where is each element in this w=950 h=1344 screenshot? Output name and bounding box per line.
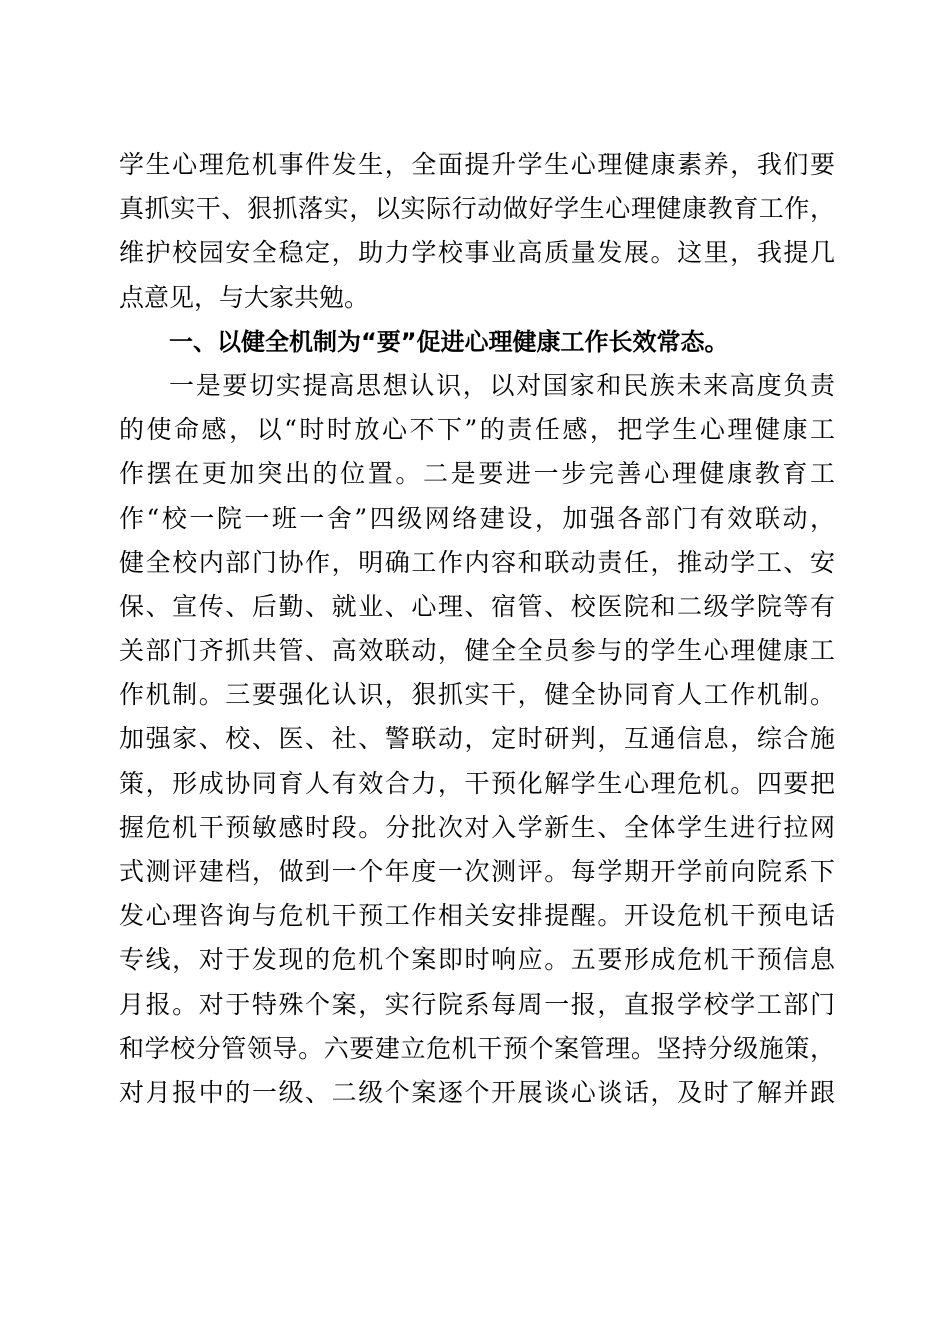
intro-line: 点意见，与大家共勉。 <box>119 282 370 312</box>
document-body <box>119 143 835 1115</box>
intro-line: 维护校园安全稳定，助力学校事业高质量发展。这里，我提几 <box>119 238 835 268</box>
section-line: 作“校一院一班一舍”四级网络建设，加强各部门有效联动， <box>119 503 835 533</box>
section-line: 和学校分管领导。六要建立危机干预个案管理。坚持分级施策， <box>119 1033 835 1063</box>
section-line: 式测评建档，做到一个年度一次测评。每学期开学前向院系下 <box>119 857 835 886</box>
section-line: 一是要切实提高思想认识，以对国家和民族未来高度负责 <box>169 370 835 400</box>
section-line: 关部门齐抓共管、高效联动，健全全员参与的学生心理健康工 <box>119 636 835 666</box>
section-line: 专线，对于发现的危机个案即时响应。五要形成危机干预信息 <box>119 945 835 975</box>
section-line: 健全校内部门协作，明确工作内容和联动责任，推动学工、安 <box>119 547 835 577</box>
section-line: 月报。对于特殊个案，实行院系每周一报，直报学校学工部门 <box>119 989 835 1019</box>
section-line: 策，形成协同育人有效合力，干预化解学生心理危机。四要把 <box>119 768 835 798</box>
section-line: 作机制。三要强化认识，狠抓实干，健全协同育人工作机制。 <box>119 680 835 710</box>
section-line: 保、宣传、后勤、就业、心理、宿管、校医院和二级学院等有 <box>119 591 835 621</box>
section-line: 握危机干预敏感时段。分批次对入学新生、全体学生进行拉网 <box>119 812 835 842</box>
section-heading: 一、以健全机制为“要”促进心理健康工作长效常态。 <box>169 327 729 356</box>
section-line: 加强家、校、医、社、警联动，定时研判，互通信息，综合施 <box>119 724 835 754</box>
section-line: 作摆在更加突出的位置。二是要进一步完善心理健康教育工 <box>119 459 835 489</box>
intro-line: 学生心理危机事件发生，全面提升学生心理健康素养，我们要 <box>119 150 835 179</box>
section-line: 的使命感，以“时时放心不下”的责任感，把学生心理健康工 <box>119 415 835 445</box>
intro-line: 真抓实干、狠抓落实，以实际行动做好学生心理健康教育工作， <box>119 194 835 224</box>
section-line: 对月报中的一级、二级个案逐个开展谈心谈话，及时了解并跟 <box>119 1077 835 1107</box>
section-line: 发心理咨询与危机干预工作相关安排提醒。开设危机干预电话 <box>119 901 835 931</box>
